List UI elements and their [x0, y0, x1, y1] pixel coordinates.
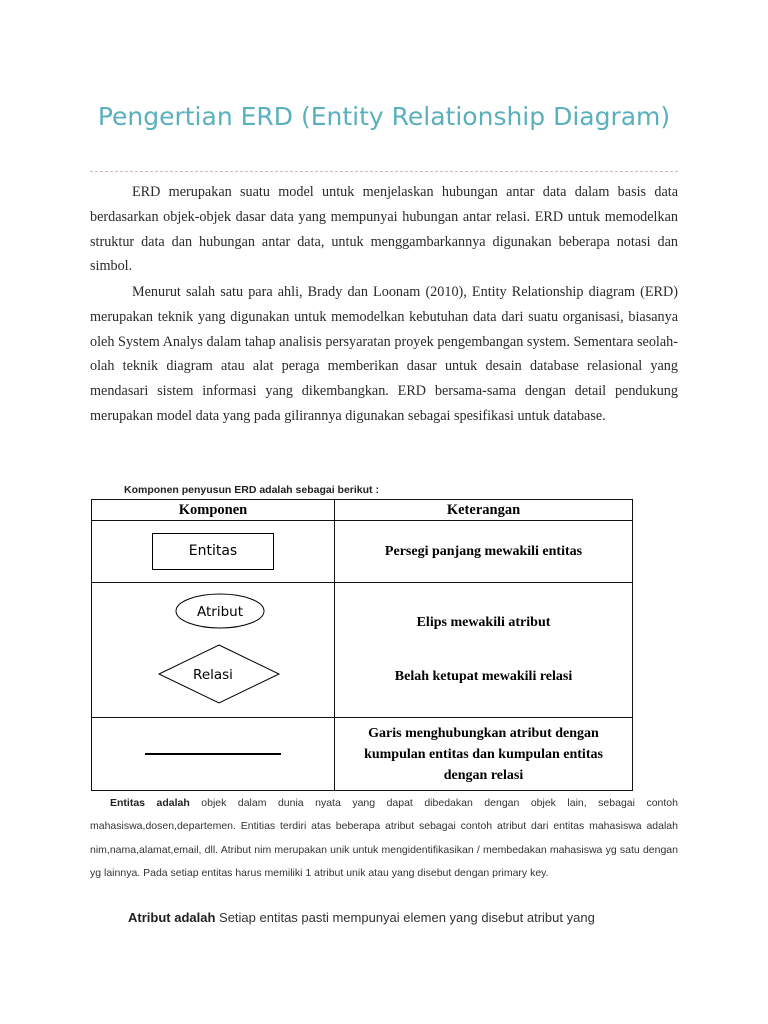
line-desc-cell — [335, 718, 633, 791]
attribute-relation-desc-cell — [335, 583, 633, 718]
line-symbol-cell — [92, 718, 335, 791]
relation-symbol-label: Relasi — [193, 667, 233, 683]
attribute-relation-symbol-cell — [92, 583, 335, 718]
header-component: Komponen — [92, 500, 335, 521]
erd-components-table — [91, 499, 633, 791]
paragraph-brady — [90, 280, 678, 429]
line-desc-1: Garis menghubungkan atribut dengan — [368, 725, 599, 741]
line-desc-3: dengan relasi — [443, 767, 524, 783]
paragraph-entitas — [90, 792, 678, 885]
connector-line-symbol — [145, 753, 281, 755]
relation-desc: Belah ketupat mewakili relasi — [394, 669, 573, 684]
table-row-line — [92, 718, 633, 791]
paragraph-intro-text: ERD merupakan suatu model untuk menjelaskan hubungan antar data dalam basis data berdasarkan objek-objek dasar data yang mempunyai hubungan antar relasi. ERD untuk memodelkan struktur data dan hubungan antar data, untuk menggambarkannya digunakan beberapa notasi dan simbol. — [90, 184, 678, 275]
entitas-text: objek dalam dunia nyata yang dapat dibedakan dengan objek lain, sebagai contoh mahasiswa,dosen,departemen. Entitias terdiri atas beberapa atribut sebagai contoh atribut dari entitas mahasiswa adalah nim,nama,alamat,email, dll. Atribut nim merupakan unik untuk mengidentifikasikan / membedakan mahasiswa yg satu dengan yg lainnya. Pada setiap entitas harus memiliki 1 atribut unik atau yang disebut dengan primary key. — [90, 797, 678, 879]
header-description: Keterangan — [335, 500, 633, 521]
table-caption: Komponen penyusun ERD adalah sebagai berikut : — [124, 484, 379, 496]
paragraph-brady-text: Menurut salah satu para ahli, Brady dan Loonam (2010), Entity Relationship diagram (ERD) merupakan teknik yang digunakan untuk memodelkan kebutuhan data dari suatu organisasi, biasanya oleh System Analys dalam tahap analisis persyaratan proyek pengembangan system. Sementara seolah-olah teknik diagram atau alat peraga memberikan dasar untuk desain database relasional yang mendasari sistem informasi yang dikembangkan. ERD bersama-sama dengan detail pendukung merupakan model data yang pada gilirannya digunakan sebagai spesifikasi untuk database. — [90, 284, 678, 424]
entity-rectangle-symbol: Entitas — [152, 533, 274, 570]
title-divider — [90, 171, 678, 172]
attribute-symbol-label: Atribut — [196, 604, 244, 620]
attribute-desc: Elips mewakili atribut — [416, 615, 551, 630]
table-row-entity — [92, 521, 633, 583]
paragraph-atribut — [90, 906, 678, 930]
entity-symbol-cell — [92, 521, 335, 583]
line-desc-2: kumpulan entitas dan kumpulan entitas — [364, 746, 603, 762]
atribut-term: Atribut adalah — [128, 910, 216, 925]
paragraph-intro — [90, 180, 678, 279]
table-header-row — [92, 500, 633, 521]
page-title: Pengertian ERD (Entity Relationship Diagram) — [97, 102, 671, 131]
table-row-attribute-relation — [92, 583, 633, 718]
atribut-text: Setiap entitas pasti mempunyai elemen yang disebut atribut yang — [215, 910, 595, 925]
entitas-term: Entitas adalah — [110, 797, 190, 809]
entity-desc-cell: Persegi panjang mewakili entitas — [335, 521, 633, 583]
attribute-relation-symbols — [92, 583, 335, 712]
